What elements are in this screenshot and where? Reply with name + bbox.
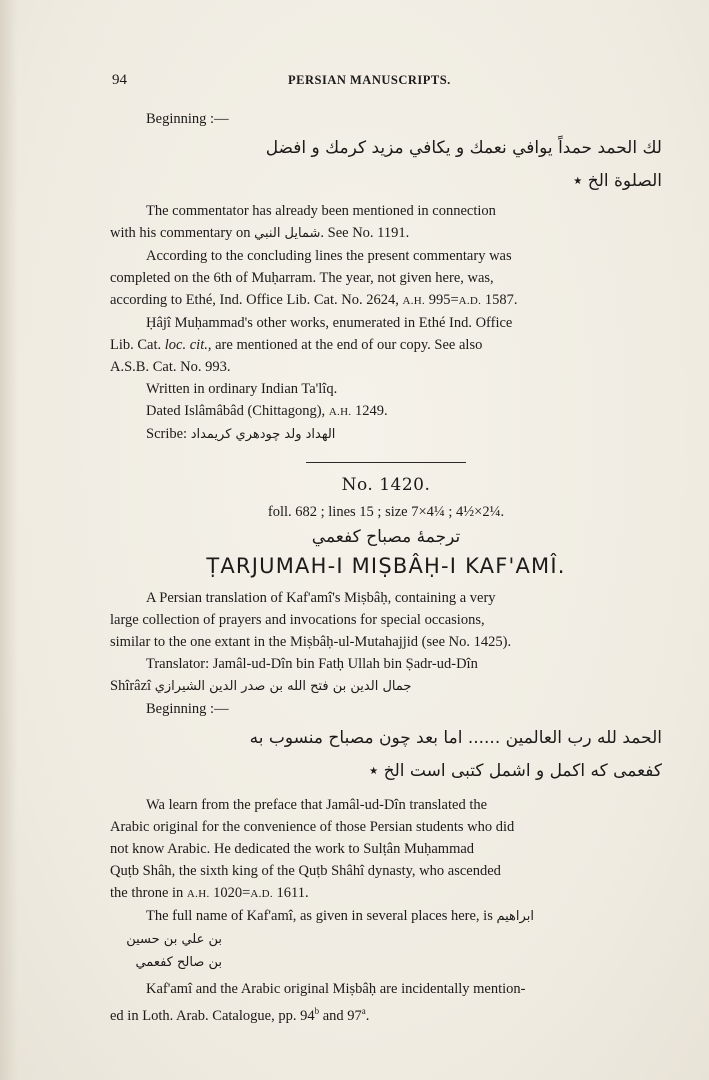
paragraph-line: Lib. Cat. loc. cit., are mentioned at the end of our copy. See also — [110, 337, 483, 353]
beginning-arabic-line-1: لك الحمد حمداً يوافي نعمك و يكافي مزيد كرمك و افضل — [265, 138, 662, 158]
paragraph-line: Kaf'amî and the Arabic original Miṣbâḥ are incidentally mention- — [146, 981, 526, 997]
arabic-inline-title: شمايل النبي — [254, 226, 321, 241]
entry-number: No. 1420. — [341, 475, 431, 495]
paragraph-line: with his commentary on شمايل النبي. See No. 1191. — [110, 225, 410, 241]
translator-arabic: جمال الدين بن فتح الله بن صدر الدين الشيرازي — [154, 679, 412, 694]
beginning-arabic-line-2: كفعمى كه اكمل و اشمل كتبى است الخ ٭ — [368, 761, 662, 781]
paragraph-line: completed on the 6th of Muḥarram. The year, not given here, was, — [110, 270, 494, 286]
running-head: PERSIAN MANUSCRIPTS. — [288, 73, 451, 87]
page-header — [112, 72, 612, 92]
beginning-arabic-line-1: الحمد لله رب العالمين ...... اما بعد چون مصباح منسوب به — [249, 728, 662, 748]
paragraph-line: Arabic original for the convenience of those Persian students who did — [110, 819, 515, 835]
paragraph-line: A.S.B. Cat. No. 993. — [110, 359, 231, 375]
kafami-name-arabic: ابراهيم — [496, 909, 534, 924]
entry-physical-description: foll. 682 ; lines 15 ; size 7×4¼ ; 4½×2¼. — [267, 504, 505, 520]
translator-line: Shîrâzî جمال الدين بن فتح الله بن صدر الدين الشيرازي — [110, 678, 412, 694]
kafami-name-arabic-cont: بن علي بن حسين بن صالح كفعمي — [126, 932, 222, 970]
page-number: 94 — [112, 72, 127, 88]
paragraph-line: large collection of prayers and invocations for special occasions, — [110, 612, 485, 628]
scribe-note: Scribe: الهداد ولد چودهري کريمداد — [146, 426, 336, 442]
beginning-arabic-line-2: الصلوة الخ ٭ — [573, 171, 662, 191]
page-fold-shadow — [0, 0, 18, 1080]
section-divider — [306, 462, 466, 463]
scribe-arabic: الهداد ولد چودهري کريمداد — [190, 427, 336, 442]
dated-note: Dated Islâmâbâd (Chittagong), A.H. 1249. — [146, 403, 388, 419]
paragraph-line: The full name of Kaf'amî, as given in several places here, is ابراهيم — [146, 908, 534, 924]
paragraph-line: similar to the one extant in the Miṣbâḥ-ul-Mutahajjid (see No. 1425). — [110, 634, 512, 650]
paragraph-line: Quṭb Shâh, the sixth king of the Quṭb Shâhî dynasty, who ascended — [110, 863, 501, 879]
entry-title-arabic: ترجمهٔ مصباح کفعمي — [311, 527, 461, 547]
page-body — [110, 108, 662, 1027]
written-note: Written in ordinary Indian Ta'lîq. — [146, 381, 338, 397]
paragraph-line: Wa learn from the preface that Jamâl-ud-Dîn translated the — [146, 797, 488, 813]
paragraph-line: The commentator has already been mentioned in connection — [146, 203, 496, 219]
paragraph-line: ed in Loth. Arab. Catalogue, pp. 94$^b$ and 97$^a$. — [110, 1006, 370, 1024]
paragraph-line: A Persian translation of Kaf'amî's Miṣbâḥ, containing a very — [146, 590, 496, 606]
paragraph-line: according to Ethé, Ind. Office Lib. Cat. No. 2624, A.H. 995=A.D. 1587. — [110, 292, 518, 308]
translator-line: Translator: Jamâl-ud-Dîn bin Fatḥ Ullah bin Ṣadr-ud-Dîn — [146, 656, 478, 672]
beginning-label: Beginning :— — [146, 111, 229, 127]
paragraph-line: Ḥâjî Muḥammad's other works, enumerated in Ethé Ind. Office — [146, 315, 513, 331]
paragraph-line: the throne in A.H. 1020=A.D. 1611. — [110, 885, 309, 901]
entry-title: ṬARJUMAH-I MIṢBÂḤ-I KAF'AMÎ. — [206, 554, 566, 578]
paragraph-line: not know Arabic. He dedicated the work to Sulṭân Muḥammad — [110, 841, 475, 857]
beginning-label: Beginning :— — [146, 701, 229, 717]
paragraph-line — [110, 928, 662, 974]
paragraph-line: According to the concluding lines the present commentary was — [146, 248, 512, 264]
